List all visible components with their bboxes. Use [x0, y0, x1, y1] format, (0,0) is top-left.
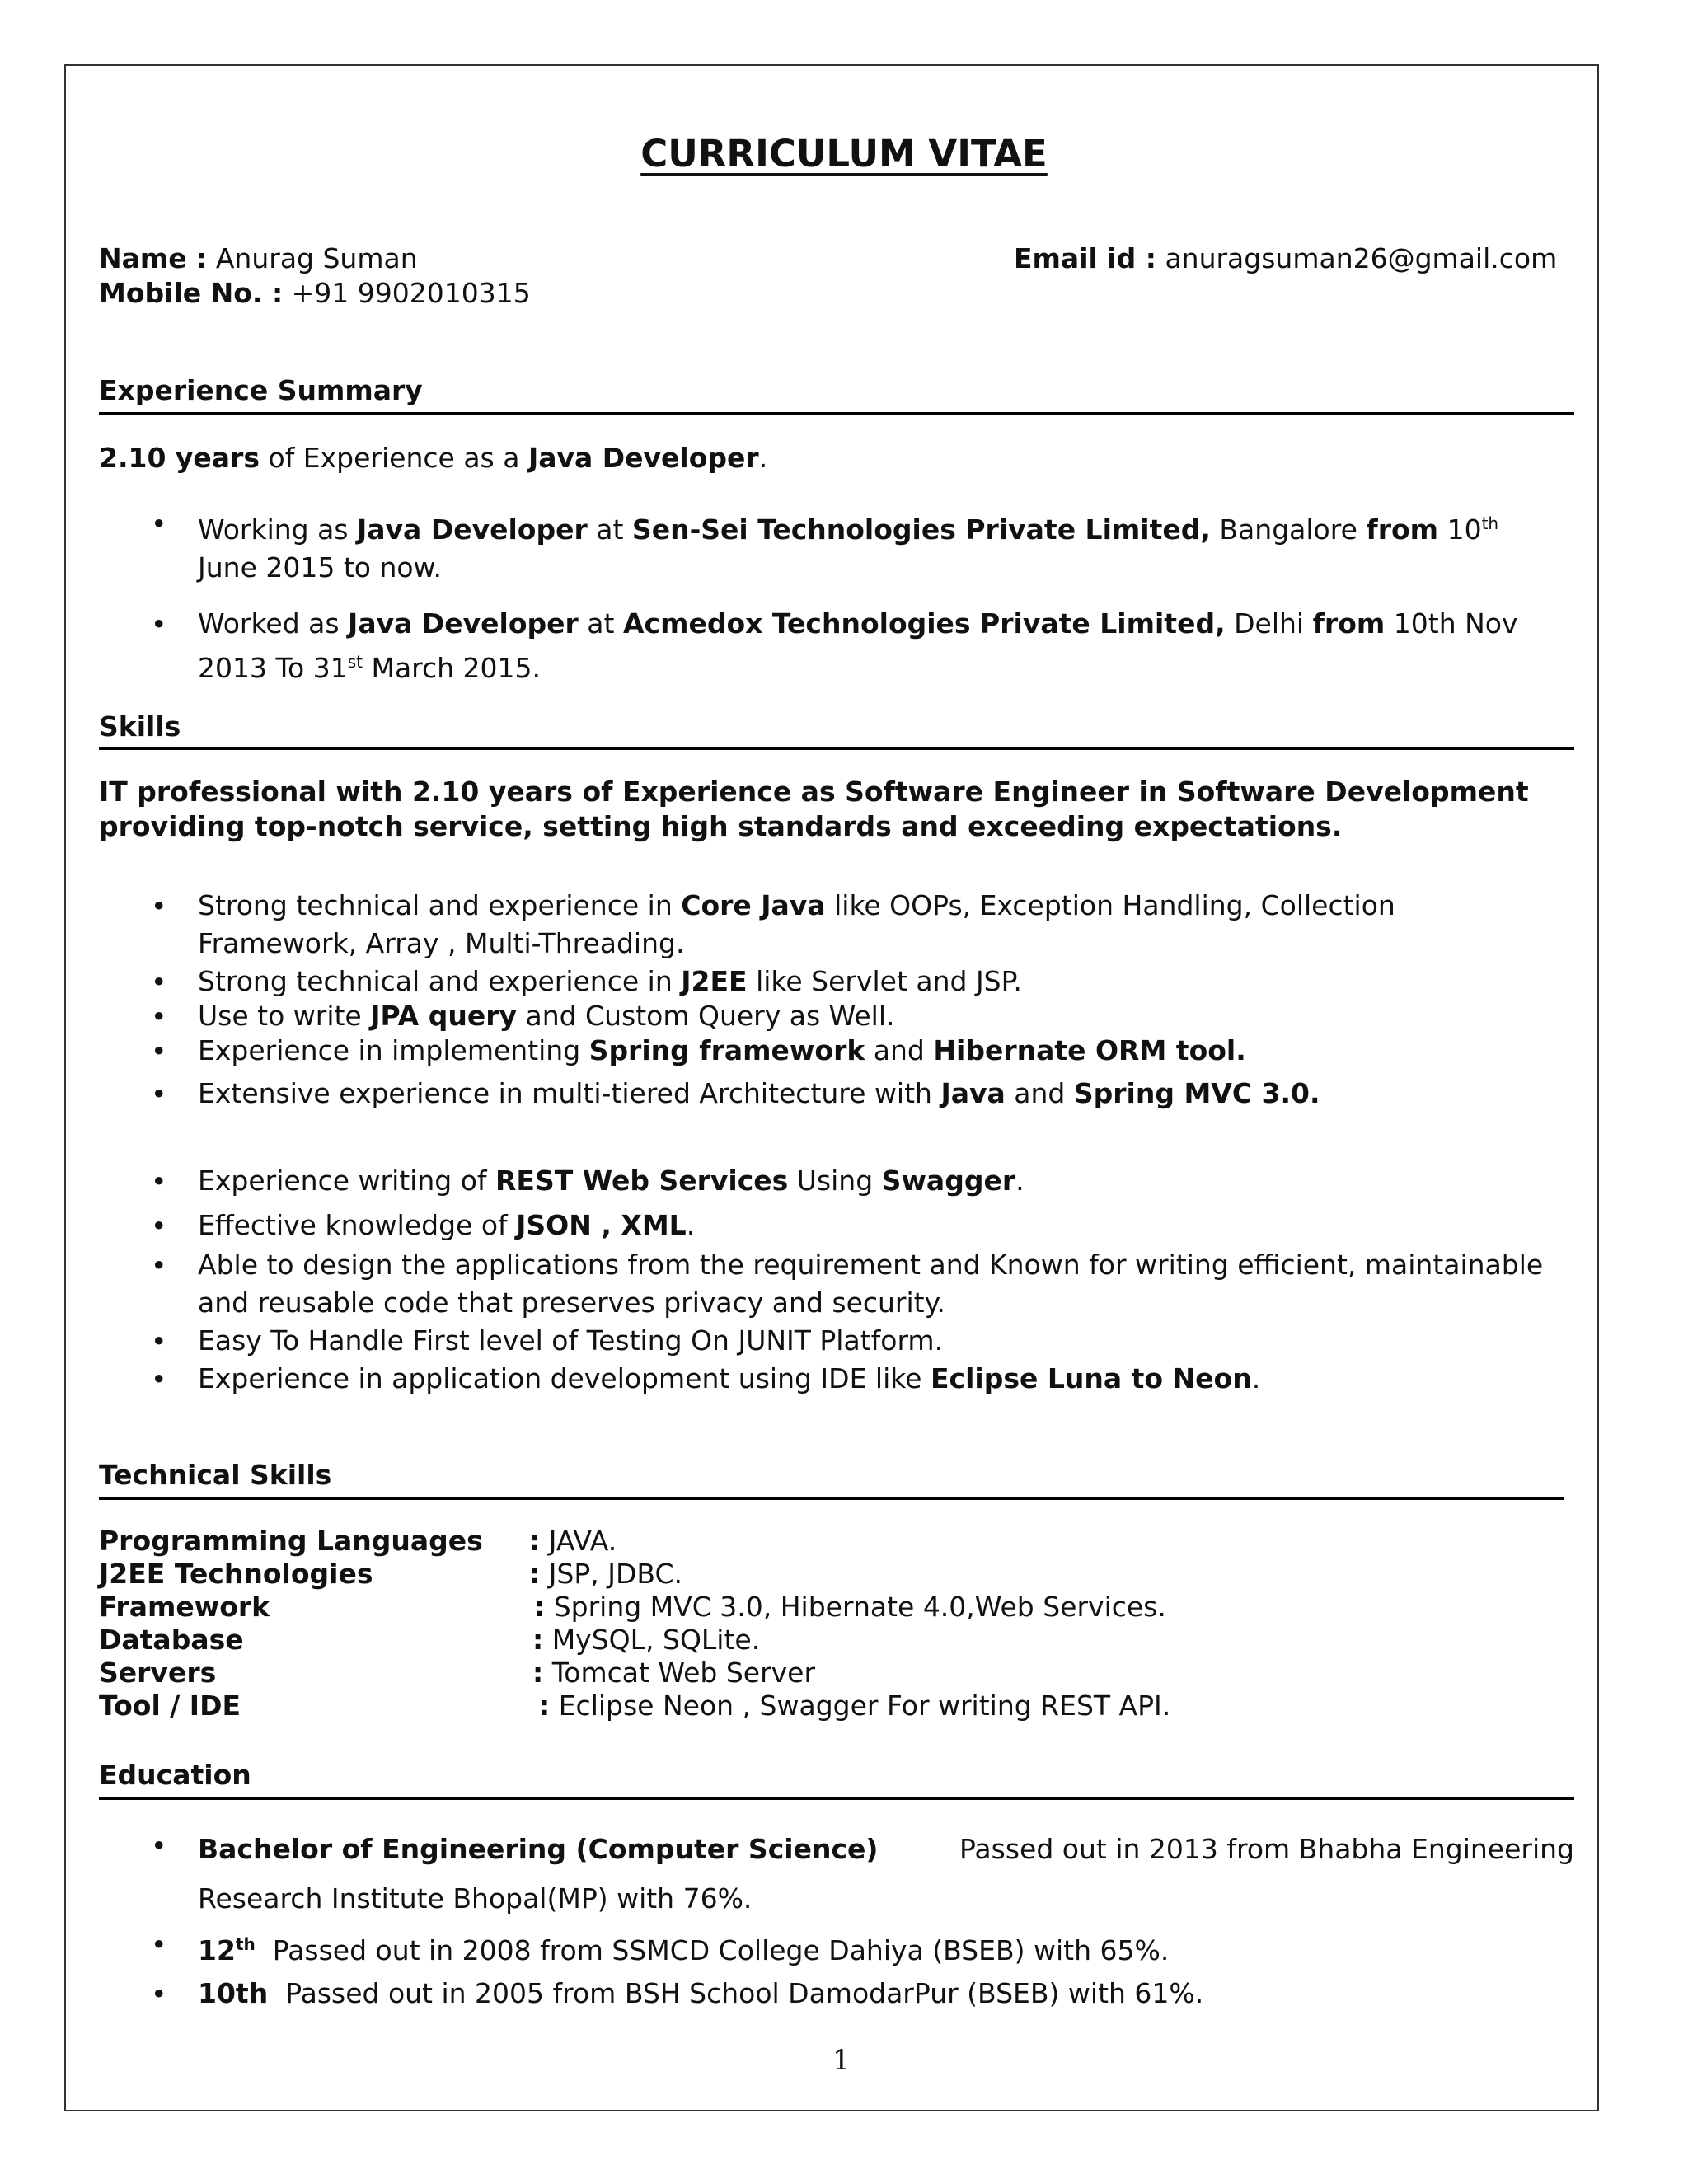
technical-heading: Technical Skills [99, 1459, 332, 1491]
edu3-level: 10th [198, 1977, 269, 2009]
exp2-from: from [1312, 607, 1386, 640]
exp1-city: Bangalore [1219, 513, 1357, 546]
skills-intro-line2: providing top-notch service, setting high standards and exceeding expectations. [99, 810, 1343, 842]
email-label: Email id : [1014, 242, 1156, 274]
skill6-bold: REST Web Services [495, 1165, 789, 1197]
edu3-text: Passed out in 2005 from BSH School DamodarPur (BSEB) with 61%. [285, 1977, 1204, 2009]
skill3-text2: and Custom Query as Well. [525, 1000, 895, 1032]
skill1-line2: Framework, Array , Multi-Threading. [198, 927, 685, 959]
mobile-value: +91 9902010315 [291, 277, 531, 309]
tech-label: Servers [99, 1657, 217, 1689]
tech-value: : JAVA. [529, 1525, 617, 1557]
skill1-text: Strong technical and experience in [198, 889, 673, 921]
skill-item [198, 1075, 1320, 1113]
skill4-bold: Spring framework [588, 1034, 865, 1066]
summary-text: of Experience as a [268, 442, 520, 474]
name-value: Anurag Suman [215, 242, 418, 274]
skill-item [198, 1032, 1246, 1070]
bullet-icon: • [151, 1363, 167, 1395]
summary-years: 2.10 years [99, 442, 260, 474]
bullet-icon: • [151, 1830, 167, 1862]
exp2-company: Acmedox Technologies Private Limited, [622, 607, 1226, 640]
exp1-date: 10 [1447, 513, 1482, 546]
tech-value: : Eclipse Neon , Swagger For writing REST API. [539, 1690, 1171, 1722]
bullet-icon: • [151, 608, 167, 640]
mobile-label: Mobile No. : [99, 277, 284, 309]
bullet-icon: • [151, 1325, 167, 1357]
experience-summary [99, 442, 767, 474]
tech-label: Programming Languages [99, 1525, 483, 1557]
name-label: Name : [99, 242, 208, 274]
exp1-sup: th [1481, 513, 1499, 533]
bullet-icon: • [151, 1210, 167, 1242]
skill-item [198, 997, 894, 1035]
exp2-at: at [587, 607, 615, 640]
exp1-from: from [1366, 513, 1439, 546]
skill-item [198, 1207, 695, 1244]
summary-end: . [758, 442, 768, 474]
skill3-bold: JPA query [370, 1000, 517, 1032]
education-item [198, 1825, 1574, 1924]
skill6-text2: Using [796, 1165, 874, 1197]
skill8-line1: Able to design the applications from the requirement and Known for writing efficient, maintainable [198, 1249, 1544, 1281]
edu1-degree: Bachelor of Engineering (Computer Science) [198, 1833, 879, 1865]
tech-value-text: Spring MVC 3.0, Hibernate 4.0,Web Services. [553, 1591, 1166, 1623]
skill7-bold: JSON , XML [516, 1209, 687, 1241]
summary-role: Java Developer [528, 442, 759, 474]
email-line [1014, 242, 1557, 274]
skill-item [198, 1322, 943, 1360]
tech-label: Tool / IDE [99, 1690, 241, 1722]
education-heading: Education [99, 1759, 251, 1791]
bullet-icon: • [151, 1929, 167, 1961]
skill10-bold: Eclipse Luna to Neon [930, 1362, 1252, 1394]
skill10-end: . [1251, 1362, 1261, 1394]
tech-value-text: JAVA. [548, 1525, 617, 1557]
tech-value-text: MySQL, SQLite. [551, 1624, 761, 1656]
skill7-end: . [686, 1209, 696, 1241]
exp1-line2: June 2015 to now. [198, 551, 443, 583]
skill2-text: Strong technical and experience in [198, 965, 673, 997]
bullet-icon: • [151, 1001, 167, 1033]
name-line [99, 242, 418, 274]
skill7-text: Effective knowledge of [198, 1209, 508, 1241]
bullet-icon: • [151, 1165, 167, 1197]
skill5-bold2: Spring MVC 3.0. [1073, 1077, 1320, 1109]
skill-item [198, 1162, 1025, 1200]
skill6-bold2: Swagger [881, 1165, 1016, 1197]
exp2-date: 10th Nov [1393, 607, 1518, 640]
edu1-text: Passed out in 2013 from Bhabha Engineering [959, 1833, 1574, 1865]
skills-rule [99, 747, 1574, 750]
skill-item [198, 1246, 1543, 1322]
tech-value: : JSP, JDBC. [529, 1558, 682, 1590]
education-item [198, 1975, 1203, 2013]
experience-item-2 [198, 605, 1518, 687]
skills-heading: Skills [99, 710, 181, 743]
tech-value-text: JSP, JDBC. [548, 1558, 682, 1590]
experience-rule [99, 412, 1574, 415]
skill2-bold: J2EE [681, 965, 748, 997]
exp2-role: Java Developer [348, 607, 579, 640]
exp1-at: at [596, 513, 624, 546]
bullet-icon: • [151, 890, 167, 922]
tech-value: : Tomcat Web Server [532, 1657, 816, 1689]
exp2-text: Worked as [198, 607, 340, 640]
skill6-end: . [1015, 1165, 1025, 1197]
page-number: 1 [832, 2044, 851, 2077]
exp1-text: Working as [198, 513, 349, 546]
experience-item-1 [198, 504, 1498, 587]
tech-value: : Spring MVC 3.0, Hibernate 4.0,Web Services. [534, 1591, 1166, 1623]
skill8-line2: and reusable code that preserves privacy and security. [198, 1286, 945, 1319]
edu2-level: 12 [198, 1934, 236, 1966]
skill4-bold2: Hibernate ORM tool. [933, 1034, 1246, 1066]
tech-label: Framework [99, 1591, 270, 1623]
bullet-icon: • [151, 1978, 167, 2010]
exp2-line2b: March 2015. [371, 652, 542, 684]
skill4-text: Experience in implementing [198, 1034, 581, 1066]
edu1-line1 [198, 1825, 1574, 1874]
document-title: CURRICULUM VITAE [640, 132, 1048, 176]
bullet-icon: • [151, 1249, 167, 1282]
mobile-line [99, 277, 531, 309]
email-value: anuragsuman26@gmail.com [1165, 242, 1558, 274]
tech-value-text: Tomcat Web Server [551, 1657, 816, 1689]
skill1-bold: Core Java [681, 889, 826, 921]
skill10-text: Experience in application development using IDE like [198, 1362, 922, 1394]
tech-value-text: Eclipse Neon , Swagger For writing REST API. [558, 1690, 1171, 1722]
tech-value: : MySQL, SQLite. [532, 1624, 761, 1656]
technical-rule [99, 1497, 1564, 1500]
edu1-line2: Research Institute Bhopal(MP) with 76%. [198, 1882, 753, 1915]
tech-label: J2EE Technologies [99, 1558, 373, 1590]
skill-item [198, 887, 1395, 963]
education-rule [99, 1797, 1574, 1800]
skill5-text2: and [1014, 1077, 1066, 1109]
bullet-icon: • [151, 966, 167, 998]
skills-intro-line1: IT professional with 2.10 years of Experience as Software Engineer in Software Development [99, 776, 1529, 808]
bullet-icon: • [151, 1078, 167, 1110]
skill6-text: Experience writing of [198, 1165, 487, 1197]
exp2-line2a: 2013 To 31 [198, 652, 348, 684]
experience-heading: Experience Summary [99, 374, 423, 406]
skill5-text: Extensive experience in multi-tiered Architecture with [198, 1077, 932, 1109]
skill9-text: Easy To Handle First level of Testing On JUNIT Platform. [198, 1324, 944, 1357]
skill4-text2: and [873, 1034, 925, 1066]
skill2-text2: like Servlet and JSP. [756, 965, 1022, 997]
skill-item [198, 963, 1022, 1001]
tech-label: Database [99, 1624, 244, 1656]
skill5-bold: Java [940, 1077, 1006, 1109]
exp1-role: Java Developer [357, 513, 588, 546]
bullet-icon: • [151, 1035, 167, 1067]
education-item [198, 1925, 1169, 1970]
edu2-text: Passed out in 2008 from SSMCD College Dahiya (BSEB) with 65%. [272, 1934, 1170, 1966]
exp1-company: Sen-Sei Technologies Private Limited, [631, 513, 1211, 546]
skill-item [198, 1360, 1260, 1398]
exp2-city: Delhi [1234, 607, 1305, 640]
skills-intro [99, 775, 1529, 844]
skill3-text: Use to write [198, 1000, 362, 1032]
edu2-sup: th [235, 1934, 256, 1954]
skill1-text2: like OOPs, Exception Handling, Collection [834, 889, 1395, 921]
exp2-sup: st [347, 652, 363, 672]
bullet-icon: • [151, 508, 167, 540]
